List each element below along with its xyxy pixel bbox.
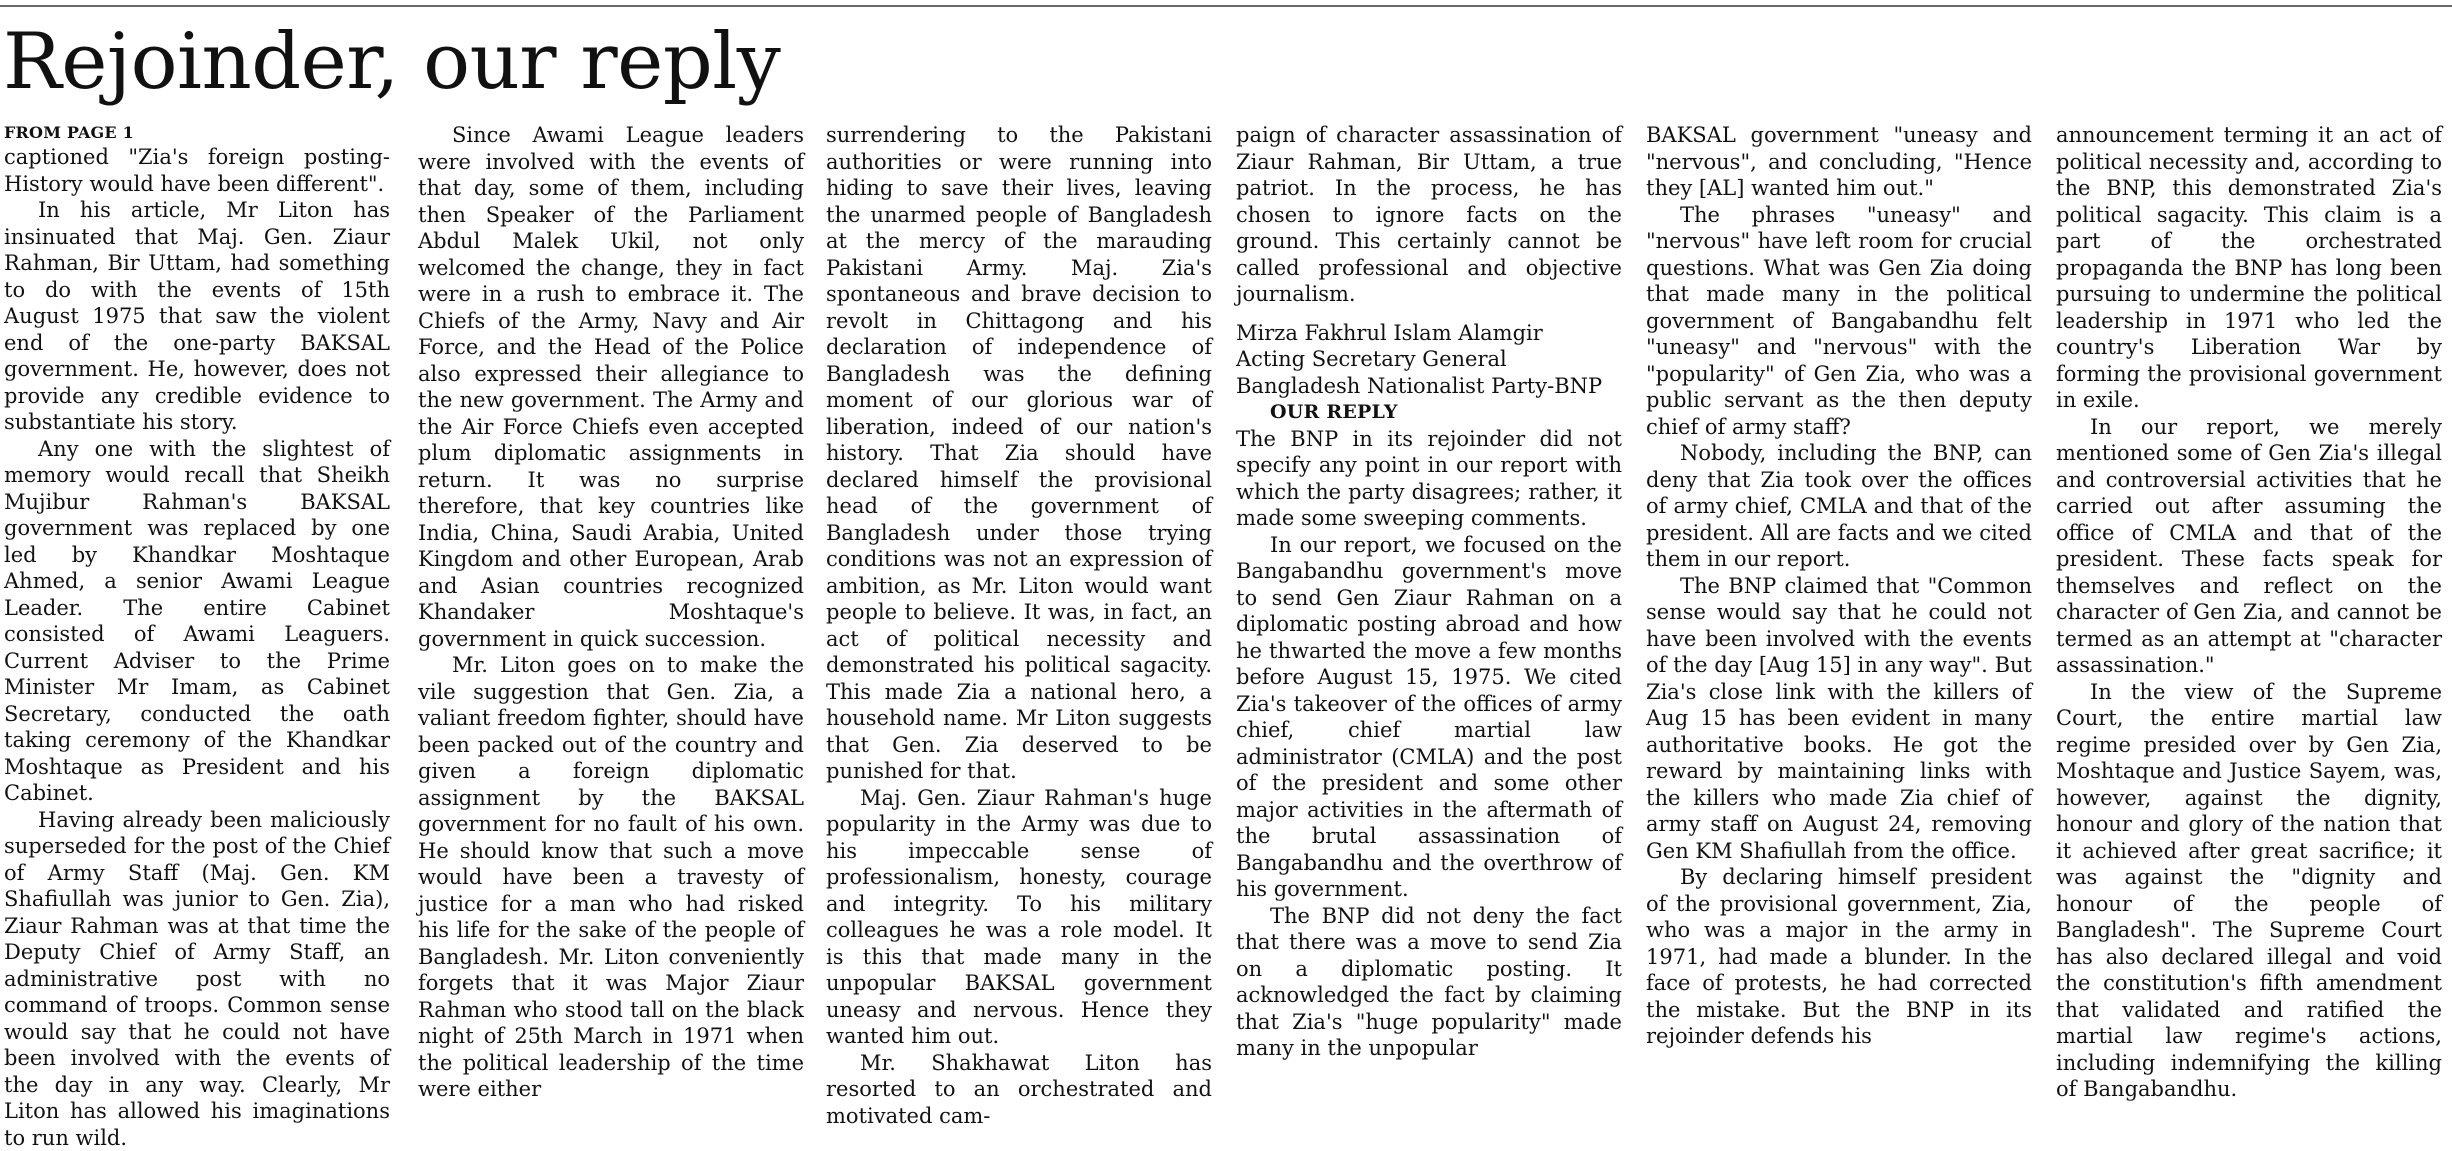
signature-title: Acting Secretary General <box>1236 346 1622 373</box>
paragraph: Nobody, including the BNP, can deny that Zia took over the offices of army chief, CMLA and that of the president. All are facts and we cited them in our report. <box>1646 440 2032 573</box>
paragraph: captioned "Zia's foreign posting-History would have been different". <box>4 144 390 197</box>
paragraph: By declaring himself president of the provisional government, Zia, who was a major in the army in 1971, had made a blunder. In the face of protests, he had corrected the mistake. But the BNP in its rejoinder defends his <box>1646 864 2032 1050</box>
signature-party: Bangladesh Nationalist Party-BNP <box>1236 373 1622 400</box>
paragraph: surrendering to the Pakistani authorities or were running into hiding to save their lives, leaving the unarmed people of Bangladesh at the mercy of the marauding Pakistani Army. Maj. Zia's spontaneous and brave decision to revolt in Chittagong and his declaration of independence of Bangladesh was the defining moment of our glorious war of liberation, indeed of our nation's history. That Zia should have declared himself the provisional head of the government of Bangladesh under those trying conditions was not an expression of ambition, as Mr. Liton would want people to believe. It was, in fact, an act of political necessity and demonstrated his political sagacity. This made Zia a national hero, a household name. Mr Liton suggests that Gen. Zia deserved to be punished for that. <box>826 122 1212 785</box>
headline: Rejoinder, our reply <box>3 20 780 106</box>
paragraph: announcement terming it an act of political necessity and, according to the BNP, this demonstrated Zia's political sagacity. This claim is a part of the orchestrated propaganda the BNP has long been pursuing to undermine the political leadership in 1971 who led the country's Liberation War by forming the provisional government in exile. <box>2056 122 2442 414</box>
column-5 <box>1646 122 2032 1036</box>
top-rule <box>0 5 2452 7</box>
paragraph: Having already been maliciously superseded for the post of the Chief of Army Staff (Maj. Gen. KM Shafiullah was junior to Gen. Zia), Ziaur Rahman was at that time the Deputy Chief of Army Staff, an administrative post with no command of troops. Common sense would say that he could not have been involved with the events of the day in any way. Clearly, Mr Liton has allowed his imaginations to run wild. <box>4 807 390 1151</box>
paragraph: Mr. Shakhawat Liton has resorted to an orchestrated and motivated cam- <box>826 1050 1212 1130</box>
paragraph: The BNP claimed that "Common sense would say that he could not have been involved with the events of the day [Aug 15] in any way". But Zia's close link with the killers of Aug 15 has been evident in many authoritative books. He got the reward by maintaining links with the killers who made Zia chief of army staff on August 24, removing Gen KM Shafiullah from the office. <box>1646 573 2032 865</box>
column-2 <box>418 122 804 1036</box>
column-4 <box>1236 122 1622 1036</box>
paragraph: The BNP did not deny the fact that there was a move to send Zia on a diplomatic posting. It acknowledged the fact by claiming that Zia's "huge popularity" made many in the unpopular <box>1236 903 1622 1062</box>
paragraph: paign of character assassination of Ziaur Rahman, Bir Uttam, a true patriot. In the process, he has chosen to ignore facts on the ground. This certainly cannot be called professional and objective journalism. <box>1236 122 1622 308</box>
paragraph: Mr. Liton goes on to make the vile suggestion that Gen. Zia, a valiant freedom fighter, should have been packed out of the country and given a foreign diplomatic assignment by the BAKSAL government for no fault of his own. He should know that such a move would have been a travesty of justice for a man who had risked his life for the sake of the people of Bangladesh. Mr. Liton conveniently forgets that it was Major Ziaur Rahman who stood tall on the black night of 25th March in 1971 when the political leadership of the time were either <box>418 652 804 1103</box>
signature-name: Mirza Fakhrul Islam Alamgir <box>1236 320 1622 347</box>
column-1 <box>4 122 390 1036</box>
our-reply-heading: OUR REPLY <box>1236 399 1622 426</box>
paragraph: In the view of the Supreme Court, the entire martial law regime presided over by Gen Zia, Moshtaque and Justice Sayem, was, however, against the dignity, honour and glory of the nation that it achieved after great sacrifice; it was against the "dignity and honour of the people of Bangladesh". The Supreme Court has also declared illegal and void the constitution's fifth amendment that validated and ratified the martial law regime's actions, including indemnifying the killing of Bangabandhu. <box>2056 679 2442 1103</box>
paragraph: Maj. Gen. Ziaur Rahman's huge popularity in the Army was due to his impeccable sense of professionalism, honesty, courage and integrity. To his military colleagues he was a role model. It is this that made many in the unpopular BAKSAL government uneasy and nervous. Hence they wanted him out. <box>826 785 1212 1050</box>
paragraph: In our report, we focused on the Bangabandhu government's move to send Gen Ziaur Rahman on a diplomatic posting abroad and how he thwarted the move a few months before August 15, 1975. We cited Zia's takeover of the offices of army chief, chief martial law administrator (CMLA) and the post of the president and some other major activities in the aftermath of the brutal assassination of Bangabandhu and the overthrow of his government. <box>1236 532 1622 903</box>
jump-line: FROM PAGE 1 <box>4 122 390 144</box>
column-6 <box>2056 122 2442 1036</box>
paragraph: Since Awami League leaders were involved with the events of that day, some of them, including then Speaker of the Parliament Abdul Malek Ukil, not only welcomed the change, they in fact were in a rush to embrace it. The Chiefs of the Army, Navy and Air Force, and the Head of the Police also expressed their allegiance to the new government. The Army and the Air Force Chiefs even accepted plum diplomatic assignments in return. It was no surprise therefore, that key countries like India, China, Saudi Arabia, United Kingdom and other European, Arab and Asian countries recognized Khandaker Moshtaque's government in quick succession. <box>418 122 804 652</box>
paragraph: The phrases "uneasy" and "nervous" have left room for crucial questions. What was Gen Zia doing that made many in the political government of Bangabandhu felt "uneasy" and "nervous" with the "popularity" of Gen Zia, who was a public servant as the then deputy chief of army staff? <box>1646 202 2032 441</box>
signature-block <box>1236 320 1622 400</box>
paragraph: BAKSAL government "uneasy and "nervous", and concluding, "Hence they [AL] wanted him out." <box>1646 122 2032 202</box>
paragraph: In his article, Mr Liton has insinuated that Maj. Gen. Ziaur Rahman, Bir Uttam, had something to do with the events of 15th August 1975 that saw the violent end of the one-party BAKSAL government. He, however, does not provide any credible evidence to substantiate his story. <box>4 197 390 436</box>
column-3 <box>826 122 1212 1036</box>
paragraph: Any one with the slightest of memory would recall that Sheikh Mujibur Rahman's BAKSAL government was replaced by one led by Khandkar Moshtaque Ahmed, a senior Awami League Leader. The entire Cabinet consisted of Awami Leaguers. Current Adviser to the Prime Minister Mr Imam, as Cabinet Secretary, conducted the oath taking ceremony of the Khandkar Moshtaque as President and his Cabinet. <box>4 436 390 807</box>
paragraph: The BNP in its rejoinder did not specify any point in our report with which the party disagrees; rather, it made some sweeping comments. <box>1236 426 1622 532</box>
paragraph: In our report, we merely mentioned some of Gen Zia's illegal and controversial activities that he carried out after assuming the office of CMLA and that of the president. These facts speak for themselves and reflect on the character of Gen Zia, and cannot be termed as an attempt at "character assassination." <box>2056 414 2442 679</box>
